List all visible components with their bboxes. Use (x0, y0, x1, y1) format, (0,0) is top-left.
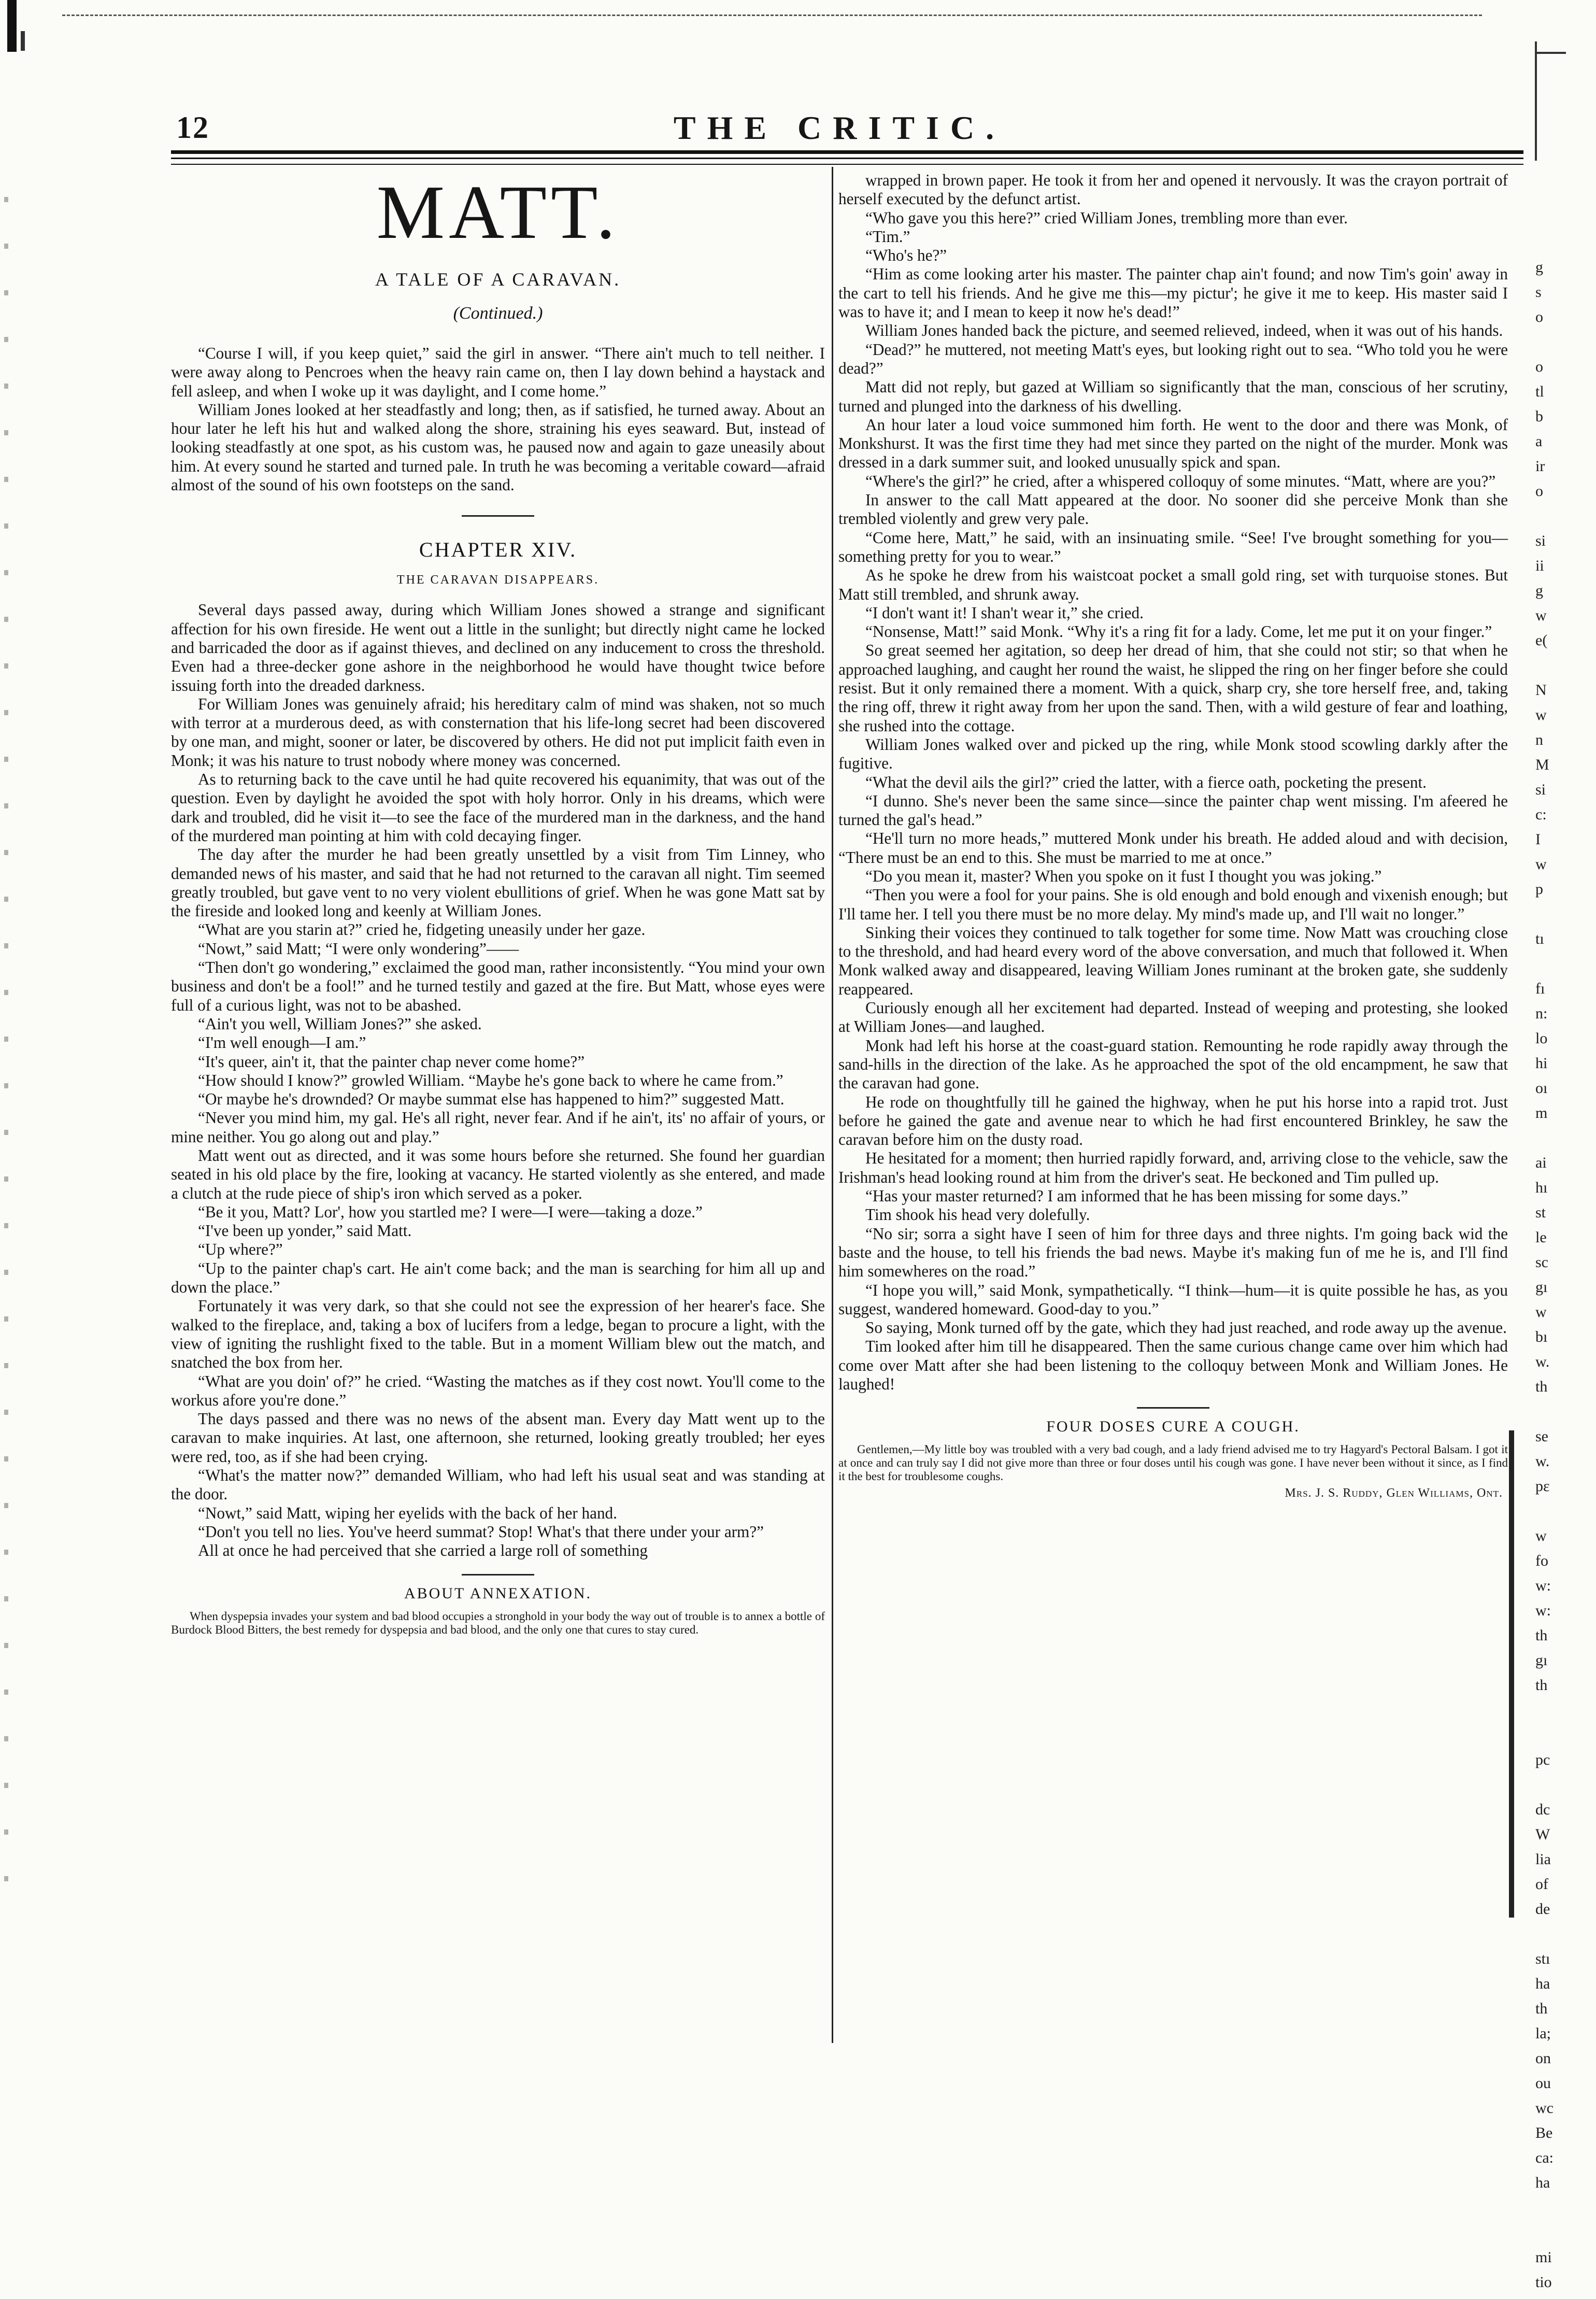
edge-fragment: ha (1535, 1975, 1550, 1992)
paragraph: “Do you mean it, master? When you spoke on it fust I thought you was joking.” (865, 867, 1382, 885)
edge-fragment: ir (1535, 458, 1545, 475)
edge-fragment: sc (1535, 1254, 1548, 1271)
edge-fragment (1535, 1702, 1596, 1727)
edge-fragment: si (1535, 532, 1546, 549)
edge-fragment (1535, 1403, 1596, 1428)
edge-fragment: w (1535, 1303, 1547, 1321)
edge-fragment (1535, 1926, 1596, 1951)
paragraph: So great seemed her agitation, so deep her dread of him, that she could not stir; so that when he approached laughing, and caught her round the waist, he slipped the ring on her finger before she could resist. But it only remained there a moment. With a quick, sharp cry, she tore herself free, and, taking the ring off, threw it right away from her upon the sand. Then, with a wild gesture of fear and loathing, she rushed into the cottage. (838, 641, 1508, 735)
edge-fragment (1535, 2199, 1596, 2224)
edge-fragment (1535, 956, 1596, 981)
scan-right-line (1535, 41, 1537, 161)
edge-fragment: w (1535, 607, 1547, 624)
cut-off-column-fragments (1521, 259, 1596, 2291)
edge-fragment (1535, 1503, 1596, 1528)
continued-note: (Continued.) (453, 304, 543, 323)
scan-right-edge-bar (1509, 1430, 1514, 1918)
edge-fragment: ai (1535, 1154, 1547, 1171)
opening-prose (171, 344, 825, 494)
paragraph: “Nowt,” said Matt, wiping her eyelids with the back of her hand. (198, 1503, 617, 1522)
edge-fragment: Be (1535, 2124, 1553, 2141)
edge-fragment: pc (1535, 1751, 1550, 1768)
paragraph: “What's the matter now?” demanded William, who had left his usual seat and was standing at the door. (171, 1466, 825, 1503)
edge-fragment: g (1535, 259, 1543, 276)
paragraph: “Come here, Matt,” he said, with an insinuating smile. “See! I've brought something for you—something pretty for you to wear.” (838, 528, 1508, 565)
story-title: MATT. (376, 170, 620, 255)
edge-fragment (1535, 657, 1596, 682)
chapter-heading: CHAPTER XIV. (419, 538, 577, 562)
paragraph: All at once he had perceived that she carried a large roll of something (198, 1541, 648, 1560)
edge-fragment: tl (1535, 383, 1544, 400)
ad-separator (462, 1574, 534, 1576)
paragraph: As he spoke he drew from his waistcoat pocket a small gold ring, set with turquoise stones. But Matt still trembled, and shrunk away. (838, 566, 1508, 603)
edge-fragment: hi (1535, 1055, 1548, 1072)
paragraph: “What the devil ails the girl?” cried the latter, with a fierce oath, pocketing the present. (865, 773, 1427, 791)
chapter-prose-right (838, 171, 1508, 1394)
edge-fragment: mi (1535, 2249, 1552, 2266)
scan-right-hook (1535, 52, 1566, 54)
edge-fragment: stı (1535, 1950, 1550, 1967)
ad-separator (1137, 1407, 1209, 1409)
edge-fragment: ha (1535, 2174, 1550, 2191)
edge-fragment: o (1535, 482, 1543, 500)
chapter-separator (462, 515, 534, 517)
edge-fragment: wc (1535, 2099, 1554, 2117)
paragraph: “Nonsense, Matt!” said Monk. “Why it's a ring fit for a lady. Come, let me put it on your finger.” (865, 622, 1492, 641)
paragraph: “Course I will, if you keep quiet,” said the girl in answer. “There ain't much to tell neither. I were away along to Pencroes when the heavy rain came on, then I lay down behind a haystack and fell asleep, and when I woke up it was daylight, and I come home.” (171, 344, 825, 400)
paragraph: William Jones walked over and picked up the ring, while Monk stood scowling darkly after the fugitive. (838, 735, 1508, 773)
paragraph: “Tim.” (865, 227, 910, 246)
paragraph: Fortunately it was very dark, so that she could not see the expression of her hearer's face. She walked to the fireplace, and, taking a box of lucifers from a ledge, began to procure a light, with the view of igniting the rushlight fixed to the table. But in a moment William blew out the match, and snatched the box from her. (171, 1297, 825, 1372)
edge-fragment: of (1535, 1876, 1548, 1893)
edge-fragment: ii (1535, 557, 1544, 574)
paragraph: “I've been up yonder,” said Matt. (198, 1222, 412, 1240)
edge-fragment: on (1535, 2050, 1551, 2067)
paragraph: In answer to the call Matt appeared at the door. No sooner did she perceive Monk than she trembled violently and grew very pale. (838, 491, 1508, 528)
annexation-ad-body: When dyspepsia invades your system and bad blood occupies a stronghold in your body the way out of trouble is to annex a bottle of Burdock Blood Bitters, the best remedy for dyspepsia and bad blood, and the only one that cures to stay cured. (171, 1609, 825, 1636)
edge-fragment: fo (1535, 1552, 1548, 1569)
scan-edge-mark (7, 0, 17, 52)
edge-fragment: th (1535, 1677, 1548, 1694)
edge-fragment: w: (1535, 1602, 1551, 1619)
edge-fragment: n: (1535, 1005, 1548, 1022)
edge-fragment: la; (1535, 2025, 1551, 2042)
paragraph: Monk had left his horse at the coast-guard station. Remounting he rode rapidly away through the sand-hills in the direction of the lake. As he approached the spot of the old encampment, he saw that the caravan had gone. (838, 1036, 1508, 1092)
paragraph: “Nowt,” said Matt; “I were only wondering”—— (198, 939, 519, 958)
paragraph: “Don't you tell no lies. You've heerd summat? Stop! What's that there under your arm?” (198, 1522, 764, 1541)
edge-fragment: W (1535, 1826, 1550, 1843)
edge-fragment: w: (1535, 1577, 1551, 1594)
paragraph: “What are you starin at?” cried he, fidgeting uneasily under her gaze. (198, 920, 646, 939)
paragraph: William Jones handed back the picture, and seemed relieved, indeed, when it was out of his hands. (865, 321, 1503, 340)
edge-fragment: c: (1535, 806, 1547, 823)
paragraph: “Ain't you well, William Jones?” she asked. (198, 1014, 482, 1033)
edge-fragment: I (1535, 831, 1541, 848)
edge-fragment: N (1535, 682, 1547, 699)
cough-ad-body: Gentlemen,—My little boy was troubled with a very bad cough, and a lady friend advised me to try Hagyard's Pectoral Balsam. I got it at once and can truly say I did not give more than three or four doses until his cough was gone. I have never been without it since, as I find it the best for troublesome coughs. (838, 1443, 1508, 1483)
edge-fragment: se (1535, 1428, 1548, 1445)
header-rule (171, 150, 1523, 154)
edge-fragment: lia (1535, 1851, 1551, 1868)
edge-fragment: fı (1535, 980, 1545, 997)
cough-ad-signature: Mrs. J. S. Ruddy, Glen Williams, Ont. (1285, 1486, 1503, 1500)
scan-left-dots (4, 197, 8, 1907)
paragraph: Several days passed away, during which William Jones showed a strange and significant affection for his own fireside. He went out a little in the sunlight; but directly night came he locked and barricaded the door as if against thieves, and declined on any inducement to cross the threshold. Even had a three-decker gone ashore in the neighborhood he would have thought twice before issuing forth into the dreaded darkness. (171, 601, 825, 694)
paragraph: “What are you doin' of?” he cried. “Wasting the matches as if they cost nowt. You'll come to the workus afore you're done.” (171, 1372, 825, 1409)
annexation-ad-title: ABOUT ANNEXATION. (404, 1584, 592, 1602)
edge-fragment: le (1535, 1229, 1547, 1246)
story-subtitle: A TALE OF A CARAVAN. (375, 269, 621, 290)
edge-fragment (1535, 2224, 1596, 2249)
chapter-prose-left (171, 601, 825, 1560)
paragraph: Tim shook his head very dolefully. (865, 1205, 1090, 1224)
edge-fragment: tio (1535, 2274, 1552, 2291)
edge-fragment: m (1535, 1104, 1548, 1122)
edge-fragment: a (1535, 433, 1543, 450)
paragraph: “I'm well enough—I am.” (198, 1033, 366, 1052)
paragraph: “Where's the girl?” he cried, after a whispered colloquy of some minutes. “Matt, where are you?” (865, 472, 1496, 490)
edge-fragment: lo (1535, 1030, 1548, 1047)
edge-fragment (1535, 1130, 1596, 1155)
edge-fragment (1535, 906, 1596, 931)
paragraph: Curiously enough all her excitement had departed. Instead of weeping and protesting, she looked at William Jones—and laughed. (838, 999, 1508, 1036)
paragraph: Matt did not reply, but gazed at William so significantly that the man, conscious of her scrutiny, turned and plunged into the darkness of his dwelling. (838, 378, 1508, 415)
edge-fragment: tı (1535, 930, 1544, 947)
scan-edge-tick (21, 31, 25, 51)
edge-fragment: dc (1535, 1801, 1550, 1818)
paragraph: The days passed and there was no news of the absent man. Every day Matt went up to the caravan to make inquiries. At last, one afternoon, she returned, looking greatly troubled; her eyes were red, too, as if she had been crying. (171, 1410, 825, 1466)
edge-fragment: ou (1535, 2075, 1551, 2092)
edge-fragment: M (1535, 756, 1549, 773)
paragraph: Tim looked after him till he disappeared. Then the same curious change came over him which had come over Matt after she had been listening to the colloquy between Monk and William Jones. He laughed! (838, 1337, 1508, 1393)
paragraph: He rode on thoughtfully till he gained the highway, when he put his horse into a rapid trot. Just before he gained the gate and avenue near to which he had first encountered Brinkley, he saw the caravan before him on the dusty road. (838, 1092, 1508, 1149)
header-rule (171, 164, 1523, 165)
paragraph: “No sir; sorra a sight have I seen of him for three days and three nights. I'm going back wid the baste and the house, to tell his friends the bad news. Maybe it's making fun of me he is, and I'll find him somewheres on the road.” (838, 1224, 1508, 1281)
paragraph: Matt went out as directed, and it was some hours before she returned. She found her guardian seated in his old place by the fire, looking at vacancy. He started violently as she entered, and made a clutch at the rude piece of ship's iron which served as a poker. (171, 1146, 825, 1202)
paragraph: “Who gave you this here?” cried William Jones, trembling more than ever. (865, 208, 1348, 227)
edge-fragment: w. (1535, 1353, 1550, 1370)
paragraph: “Up to the painter chap's cart. He ain't come back; and the man is searching for him all up and down the place.” (171, 1259, 825, 1297)
paragraph: “Never you mind him, my gal. He's all right, never fear. And if he ain't, its' no affair of yours, or mine neither. You go along out and play.” (171, 1109, 825, 1146)
paragraph: “I hope you will,” said Monk, sympathetically. “I think—hum—it is quite possible he has, as you suggest, wandered homeward. Good-day to you.” (838, 1281, 1508, 1318)
chapter-subheading: THE CARAVAN DISAPPEARS. (396, 573, 600, 587)
edge-fragment: gı (1535, 1279, 1548, 1296)
edge-fragment: oı (1535, 1080, 1548, 1097)
paragraph: As to returning back to the cave until he had quite recovered his equanimity, that was out of the question. Even by daylight he avoided the spot with holy horror. Only in his dreams, which were dark and troubled, did he visit it—to see the face of the murdered man in the darkness, and the hand of the murdered man pointing at him with cold decaying finger. (171, 770, 825, 845)
paragraph: “Has your master returned? I am informed that he has been missing for some days.” (865, 1187, 1408, 1205)
paragraph: “Be it you, Matt? Lor', how you startled me? I were—I were—taking a doze.” (198, 1202, 703, 1221)
paragraph: The day after the murder he had been greatly unsettled by a visit from Tim Linney, who demanded news of his master, and said that he had not returned to the caravan all night. Tim seemed greatly troubled, but gave vent to no very violent ebullitions of grief. When he was gone Matt sat by the fireside and looked long and keenly at William Jones. (171, 845, 825, 920)
paragraph: “He'll turn no more heads,” muttered Monk under his breath. He added aloud and with decision, “There must be an end to this. She must be married to me at once.” (838, 829, 1508, 867)
edge-fragment: gı (1535, 1652, 1548, 1669)
edge-fragment: e( (1535, 632, 1548, 649)
paragraph: Sinking their voices they continued to talk together for some time. Now Matt was crouching close to the threshold, and had heard every word of the above conversation, and much that followed it. When Monk walked away and disappeared, leaving William Jones ruminant at the broken gate, she suddenly reappeared. (838, 923, 1508, 998)
paragraph: “Him as come looking arter his master. The painter chap ain't found; and now Tim's goin' away in the cart to tell his friends. And he give me this—my pictur'; he give it me to keep. His master said I was to have it; and I mean to keep it now he's dead!” (838, 265, 1508, 321)
edge-fragment: g (1535, 582, 1543, 599)
edge-fragment: w (1535, 706, 1547, 723)
edge-fragment: w (1535, 1527, 1547, 1544)
paragraph: “Who's he?” (865, 246, 947, 265)
edge-fragment: p (1535, 881, 1543, 898)
cough-ad-title: FOUR DOSES CURE A COUGH. (1046, 1418, 1300, 1436)
edge-fragment: o (1535, 358, 1543, 375)
edge-fragment: de (1535, 1900, 1550, 1918)
paragraph: “How should I know?” growled William. “Maybe he's gone back to where he came from.” (198, 1071, 783, 1089)
edge-fragment: o (1535, 308, 1543, 325)
paragraph: wrapped in brown paper. He took it from her and opened it nervously. It was the crayon portrait of herself executed by the defunct artist. (838, 171, 1508, 208)
paragraph: For William Jones was genuinely afraid; his hereditary calm of mind was shaken, not so much with terror at a murderous deed, as with consternation that his life-long secret had been discovered by one man, and might, sooner or later, be discovered by others. He did not put implicit faith even in Monk; it was his nature to trust nobody where money was concerned. (171, 694, 825, 770)
paragraph: “I don't want it! I shan't wear it,” she cried. (865, 603, 1144, 622)
paragraph: “It's queer, ain't it, that the painter chap never come home?” (198, 1052, 585, 1071)
paragraph: An hour later a loud voice summoned him forth. He went to the door and there was Monk, of Monkshurst. It was the first time they had met since they parted on the night of the murder. Monk was dressed in a dark summer suit, and looked unusually spick and span. (838, 415, 1508, 472)
edge-fragment: b (1535, 408, 1543, 425)
edge-fragment: si (1535, 781, 1546, 798)
paragraph: He hesitated for a moment; then hurried rapidly forward, and, arriving close to the vehicle, saw the Irishman's head looking round at him from the driver's seat. He beckoned and Tim pulled up. (838, 1149, 1508, 1186)
paragraph: “Dead?” he muttered, not meeting Matt's eyes, but looking right out to sea. “Who told you he were dead?” (838, 340, 1508, 377)
left-column (171, 171, 825, 2042)
edge-fragment (1535, 1727, 1596, 1752)
edge-fragment: w. (1535, 1453, 1550, 1470)
page-number: 12 (176, 110, 209, 145)
running-head: THE CRITIC. (673, 109, 1006, 146)
edge-fragment: n (1535, 731, 1543, 748)
paragraph: So saying, Monk turned off by the gate, which they had just reached, and rode away up the avenue. (865, 1318, 1507, 1337)
scan-top-rule (62, 15, 1482, 16)
paragraph: “Then you were a fool for your pains. She is old enough and bold enough and vixenish enough; but I'll tame her. I tell you there must be no more delay. My mind's made up, and I'll wait no longer.” (838, 886, 1508, 923)
edge-fragment: hı (1535, 1179, 1548, 1196)
paragraph: “Up where?” (198, 1240, 283, 1259)
edge-fragment: w (1535, 856, 1547, 873)
edge-fragment (1535, 508, 1596, 533)
edge-fragment (1535, 334, 1596, 359)
edge-fragment: st (1535, 1204, 1546, 1221)
edge-fragment: th (1535, 2000, 1548, 2017)
edge-fragment: ca: (1535, 2149, 1554, 2166)
edge-fragment (1535, 1777, 1596, 1801)
edge-fragment: th (1535, 1627, 1548, 1644)
edge-fragment: bı (1535, 1328, 1548, 1345)
paragraph: “I dunno. She's never been the same since—since the painter chap went missing. I'm afeered he turned the gal's head.” (838, 791, 1508, 829)
column-divider (832, 167, 833, 2043)
right-column (838, 171, 1508, 2042)
paragraph: “Or maybe he's drownded? Or maybe summat else has happened to him?” suggested Matt. (198, 1090, 785, 1109)
paragraph: “Then don't go wondering,” exclaimed the good man, rather inconsistently. “You mind your own business and don't be a fool!” and he turned testily and gazed at the fire. But Matt, whose eyes were full of a curious light, was not to be abashed. (171, 958, 825, 1014)
edge-fragment: th (1535, 1378, 1548, 1395)
edge-fragment: pε (1535, 1478, 1550, 1495)
paragraph: William Jones looked at her steadfastly and long; then, as if satisfied, he turned away. About an hour later he left his hut and walked along the shore, straining his eyes seaward. But, instead of looking steadfastly at one spot, as his custom was, he paused now and again to gaze uneasily about him. At every sound he started and turned pale. In truth he was becoming a veritable coward—afraid almost of the sound of his own footsteps on the sand. (171, 400, 825, 494)
header-rule (171, 158, 1523, 159)
edge-fragment: s (1535, 283, 1542, 301)
